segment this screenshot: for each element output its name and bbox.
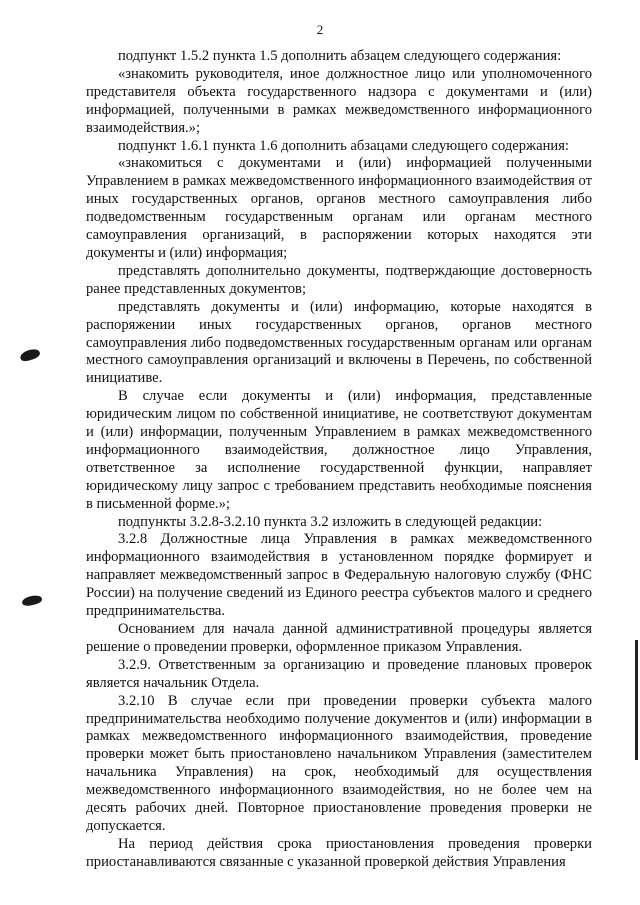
paragraph: На период действия срока приостановления проведения проверки приостанавливаются связанные с указанной проверкой действия Управления <box>86 835 592 870</box>
paragraph: В случае если документы и (или) информация, представленные юридическим лицом по собственной инициативе, не соответствуют документам и (или) информации, полученным Управлением в рамках межведомственного информационного взаимодействия, должностное лицо Управления, ответственное за исполнение государственной функции, направляет юридическому лицу запрос с требованием представить необходимые пояснения в письменной форме.»; <box>86 388 592 512</box>
hole-punch-mark <box>19 347 41 363</box>
document-body <box>86 48 592 872</box>
paragraph: «знакомиться с документами и (или) информацией полученными Управлением в рамках межведомственного информационного взаимодействия от иных государственных органов, органов местного самоуправления либо подведомственным государственным органам или органам местного самоуправления организаций, в распоряжении которых находятся эти документы и (или) информация; <box>86 155 592 261</box>
paragraph: подпункт 1.6.1 пункта 1.6 дополнить абзацами следующего содержания: <box>118 137 569 154</box>
paragraph: 3.2.10 В случае если при проведении проверки субъекта малого предпринимательства необходимо получение документов и (или) информации в рамках межведомственного информационного взаимодействия, проведение проверки может быть приостановлено начальником Управления (заместителем начальника Управления) на срок, необходимый для осуществления межведомственного информационного взаимодействия, но не более чем на десять рабочих дней. Повторное приостановление проведения проверки не допускается. <box>86 692 592 834</box>
paragraph: представлять дополнительно документы, подтверждающие достоверность ранее представленных документов; <box>86 262 592 297</box>
page-number: 2 <box>316 22 324 37</box>
hole-punch-mark <box>21 594 42 607</box>
paragraph: подпункты 3.2.8-3.2.10 пункта 3.2 изложить в следующей редакции: <box>118 513 543 530</box>
paragraph: 3.2.9. Ответственным за организацию и проведение плановых проверок является начальник Отдела. <box>86 656 592 691</box>
paragraph: представлять документы и (или) информацию, которые находятся в распоряжении иных государственных органов, органов местного самоуправления либо подведомственных государственным органам или органам местного самоуправления организаций и включены в Перечень, по собственной инициативе. <box>86 298 592 387</box>
paragraph: «знакомить руководителя, иное должностное лицо или уполномоченного представителя объекта государственного надзора с документами и (или) информацией, полученными в рамках межведомственного информационного взаимодействия.»; <box>86 65 592 136</box>
paragraph: подпункт 1.5.2 пункта 1.5 дополнить абзацем следующего содержания: <box>118 48 562 64</box>
paragraph: Основанием для начала данной административной процедуры является решение о проведении проверки, оформленное приказом Управления. <box>86 621 592 655</box>
paragraph: 3.2.8 Должностные лица Управления в рамках межведомственного информационного взаимодействия в установленном порядке формирует и направляет межведомственный запрос в Федеральную налоговую службу (ФНС России) на получение сведений из Единого реестра субъектов малого и среднего предпринимательства. <box>86 531 592 620</box>
scan-edge-shadow <box>635 640 638 760</box>
